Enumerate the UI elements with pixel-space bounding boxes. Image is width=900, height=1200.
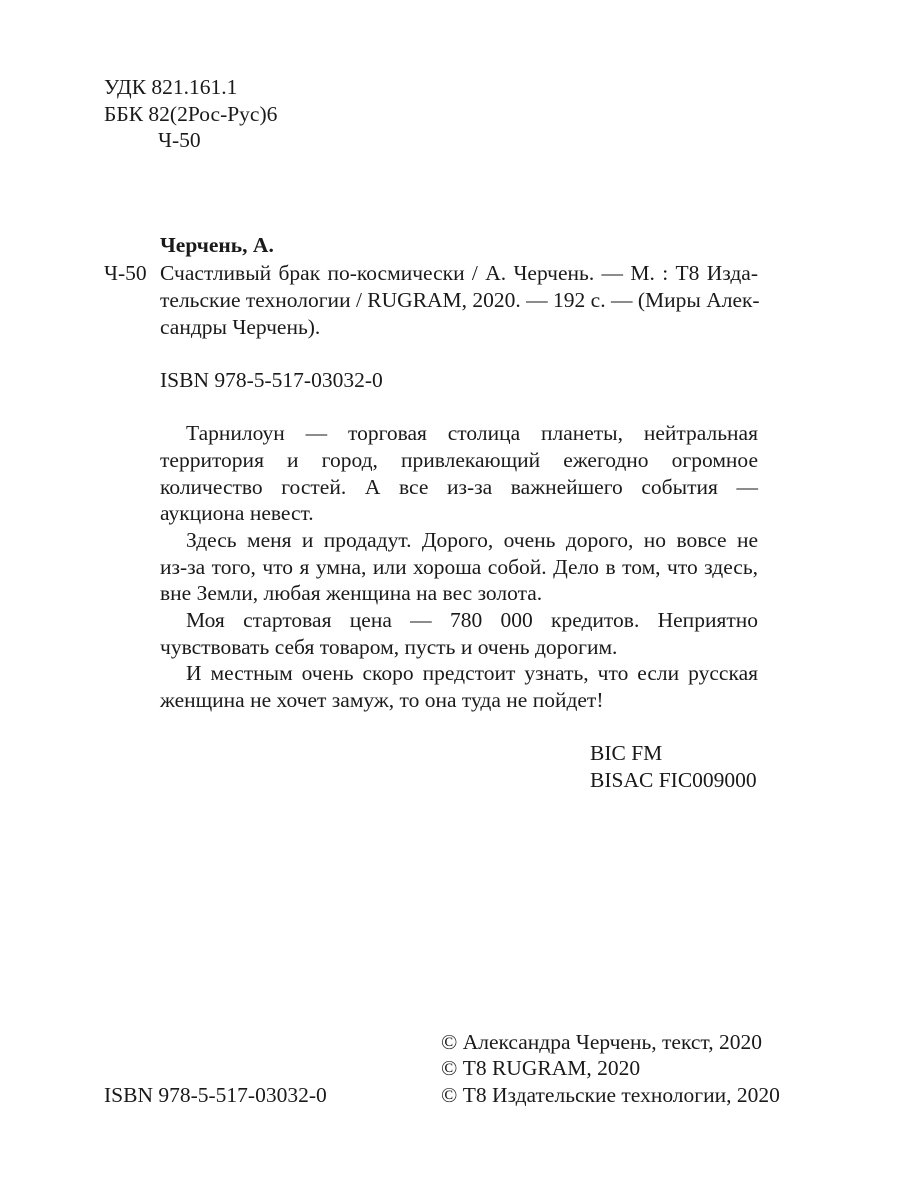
bisac-code: BISAC FIC009000 [590, 768, 757, 792]
udk-code: УДК 821.161.1 [104, 75, 238, 99]
annotation-line: территория и город, привлекающий ежегодно огромное [160, 448, 758, 472]
author-sign-code: Ч-50 [158, 128, 201, 152]
annotation-line: И местным очень скоро предстоит узнать, что если русская [186, 661, 758, 685]
copyright-line: © Александра Черчень, текст, 2020 [441, 1030, 762, 1054]
record-author: Черчень, А. [160, 233, 274, 257]
record-isbn: ISBN 978-5-517-03032-0 [160, 368, 383, 392]
copyright-line: © Т8 RUGRAM, 2020 [441, 1056, 641, 1080]
footer-isbn: ISBN 978-5-517-03032-0 [104, 1083, 327, 1107]
annotation-line: чувствовать себя товаром, пусть и очень дорогим. [160, 635, 618, 659]
annotation-line: женщина не хочет замуж, то она туда не пойдет! [160, 688, 604, 712]
annotation-line: вне Земли, любая женщина на вес золота. [160, 581, 543, 605]
biblio-line: Счастливый брак по-космически / А. Черчень. — М. : Т8 Изда- [160, 261, 758, 285]
annotation-line: аукциона невест. [160, 501, 314, 525]
record-sign-code: Ч-50 [104, 261, 147, 285]
bbk-code: ББК 82(2Рос-Рус)6 [104, 102, 278, 126]
biblio-line: сандры Черчень). [160, 315, 321, 339]
copyright-line: © Т8 Издательские технологии, 2020 [441, 1083, 780, 1107]
annotation-line: количество гостей. А все из-за важнейшего события — [160, 475, 758, 499]
bic-code: BIC FM [590, 741, 663, 765]
annotation-line: Моя стартовая цена — 780 000 кредитов. Неприятно [186, 608, 758, 632]
annotation-line: из-за того, что я умна, или хороша собой. Дело в том, что здесь, [160, 555, 758, 579]
annotation-line: Здесь меня и продадут. Дорого, очень дорого, но вовсе не [186, 528, 758, 552]
annotation-line: Тарнилоун — торговая столица планеты, нейтральная [186, 421, 758, 445]
biblio-line: тельские технологии / RUGRAM, 2020. — 192 с. — (Миры Алек- [160, 288, 760, 312]
